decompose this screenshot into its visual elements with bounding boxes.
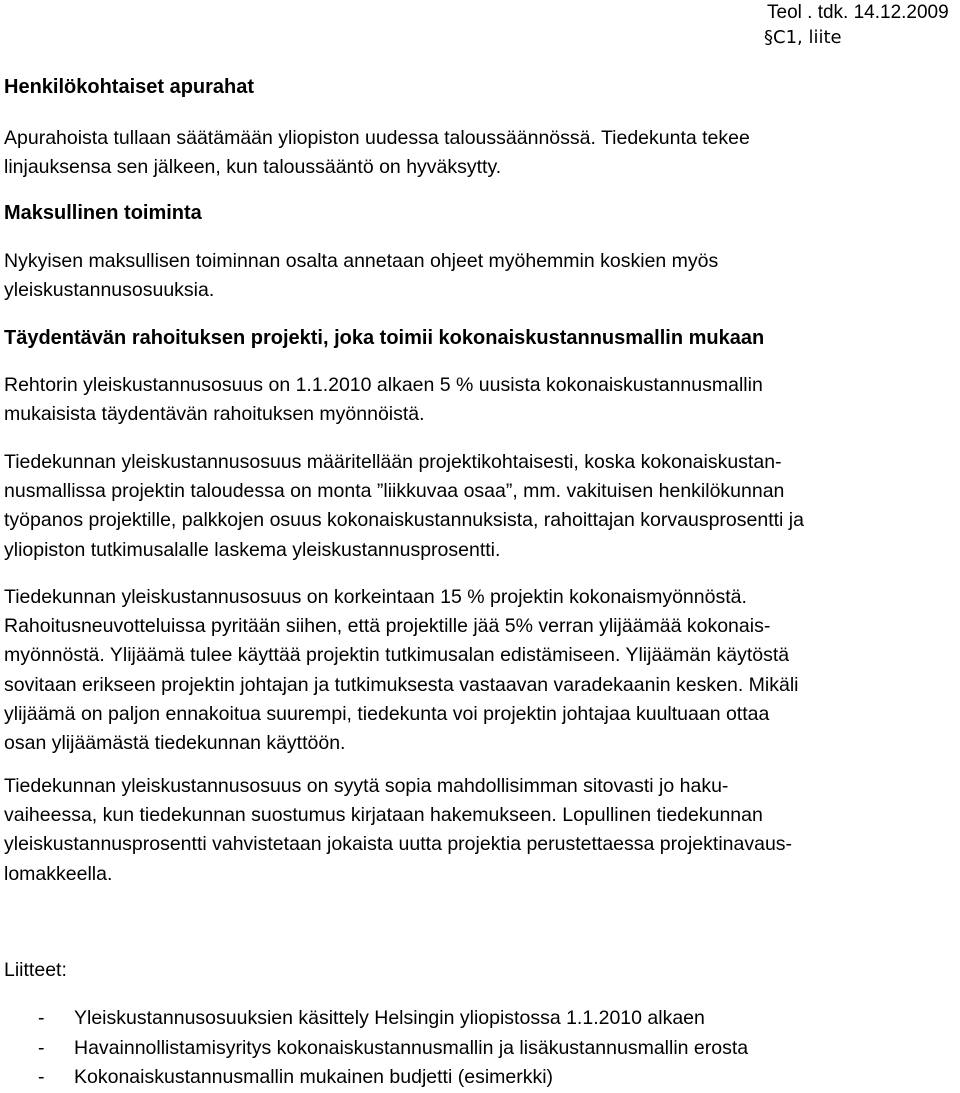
paragraph-faculty-overhead-definition: Tiedekunnan yleiskustannusosuus määritellään projektikohtaisesti, koska kokonaiskustan- nusmallissa projektin taloudessa on monta ”liikkuvaa osaa”, mm. vakituisen henkilökunnan työpanos projektille, palkkojen osuus kokonaiskustannuksista, rahoittajan korvausprosentti ja yliopiston tutkimusalalle laskema yleiskustannusprosentti. bbox=[4, 451, 804, 561]
attachment-label: Havainnollistamisyritys kokonaiskustannusmallin ja lisäkustannusmallin erosta bbox=[74, 1036, 749, 1059]
meeting-date: Teol . tdk. 14.12.2009 bbox=[767, 2, 949, 23]
attachments-title: Liitteet: bbox=[4, 959, 67, 981]
attachment-item bbox=[0, 1034, 900, 1064]
attachment-label: Kokonaiskustannusmallin mukainen budjetti (esimerkki) bbox=[74, 1066, 554, 1089]
attachment-item bbox=[0, 1063, 900, 1093]
list-dash: - bbox=[38, 1007, 45, 1029]
attachment-label: Yleiskustannusosuuksien käsittely Helsingin yliopistossa 1.1.2010 alkaen bbox=[74, 1007, 705, 1029]
attachment-item bbox=[0, 1004, 900, 1034]
attachment-list bbox=[0, 1004, 900, 1093]
paragraph-paid-activity: Nykyisen maksullisen toiminnan osalta annetaan ohjeet myöhemmin koskien myös yleiskustannusosuuksia. bbox=[4, 250, 719, 302]
paragraph-faculty-overhead-agreement: Tiedekunnan yleiskustannusosuus on syytä sopia mahdollisimman sitovasti jo haku- vaiheessa, kun tiedekunnan suostumus kirjataan hakemukseen. Lopullinen tiedekunnan yleiskustannusprosentti vahvistetaan jokaista uutta projektia perustettaessa projektinavaus- lomakkeella. bbox=[4, 775, 793, 885]
section-reference: §C1, liite bbox=[764, 27, 842, 48]
heading-personal-grants: Henkilökohtaiset apurahat bbox=[4, 76, 255, 98]
paragraph-rector-overhead: Rehtorin yleiskustannusosuus on 1.1.2010 alkaen 5 % uusista kokonaiskustannusmallin mukaisista täydentävän rahoituksen myönnöistä. bbox=[4, 374, 763, 426]
paragraph-personal-grants: Apurahoista tullaan säätämään yliopiston uudessa taloussäännössä. Tiedekunta tekee linjauksensa sen jälkeen, kun taloussääntö on hyväksytty. bbox=[4, 127, 750, 179]
heading-supplementary-funding: Täydentävän rahoituksen projekti, joka toimii kokonaiskustannusmallin mukaan bbox=[4, 327, 765, 349]
list-dash: - bbox=[38, 1036, 45, 1059]
heading-paid-activity: Maksullinen toiminta bbox=[4, 202, 202, 224]
document-header bbox=[760, 0, 960, 54]
paragraph-faculty-overhead-limit: Tiedekunnan yleiskustannusosuus on korkeintaan 15 % projektin kokonaismyönnöstä. Rahoitusneuvotteluissa pyritään siihen, että projektille jää 5% verran ylijäämää kokonais- myönnöstä. Ylijäämä tulee käyttää projektin tutkimusalan edistämiseen. Ylijäämän käytöstä sovitaan erikseen projektin johtajan ja tutkimuksesta vastaavan varadekaanin kesken. Mikäli ylijäämä on paljon ennakoitua suurempi, tiedekunta voi projektin johtajaa kuultuaan ottaa osan ylijäämästä tiedekunnan käyttöön. bbox=[4, 586, 799, 755]
list-dash: - bbox=[38, 1066, 45, 1089]
